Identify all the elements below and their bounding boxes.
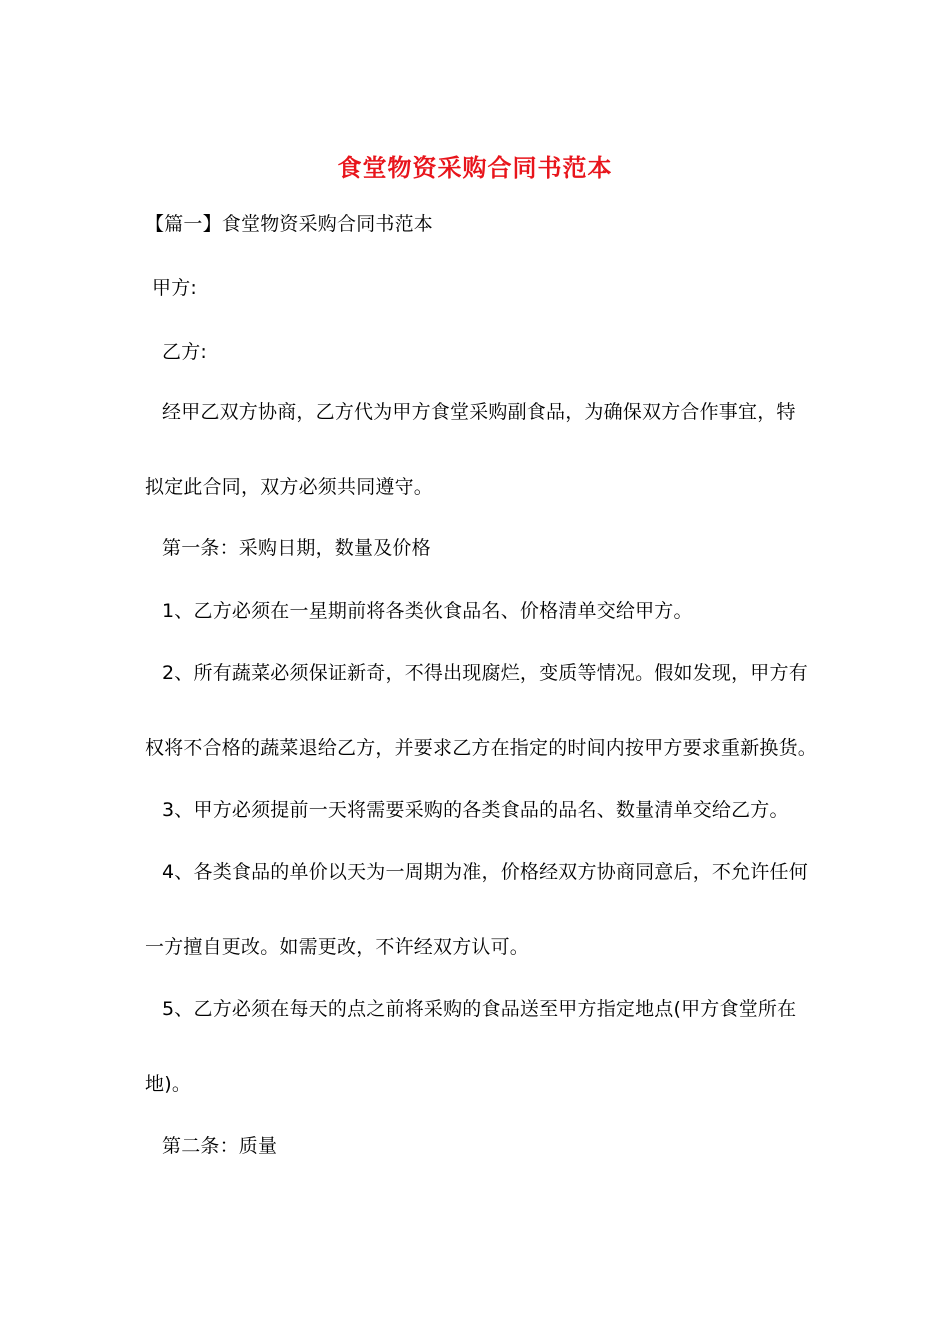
party-a-label: 甲方:	[152, 277, 198, 299]
article-1-heading: 第一条：采购日期，数量及价格	[162, 537, 431, 559]
clause-5-line-1: 5、乙方必须在每天的点之前将采购的食品送至甲方指定地点(甲方食堂所在	[162, 998, 797, 1020]
clause-2-line-2: 权将不合格的蔬菜退给乙方，并要求乙方在指定的时间内按甲方要求重新换货。	[145, 737, 818, 759]
article-2-heading: 第二条：质量	[162, 1135, 278, 1157]
clause-4-line-1: 4、各类食品的单价以天为一周期为准，价格经双方协商同意后，不允许任何	[162, 861, 808, 883]
party-b-label: 乙方:	[162, 341, 208, 363]
clause-1: 1、乙方必须在一星期前将各类伙食品名、价格清单交给甲方。	[162, 600, 693, 622]
clause-5-line-2: 地)。	[145, 1073, 192, 1095]
clause-2-line-1: 2、所有蔬菜必须保证新奇，不得出现腐烂，变质等情况。假如发现，甲方有	[162, 662, 808, 684]
intro-paragraph-line-2: 拟定此合同，双方必须共同遵守。	[145, 476, 434, 498]
document-title: 食堂物资采购合同书范本	[337, 153, 613, 182]
clause-4-line-2: 一方擅自更改。如需更改，不许经双方认可。	[145, 936, 530, 958]
intro-paragraph-line-1: 经甲乙双方协商，乙方代为甲方食堂采购副食品，为确保双方合作事宜，特	[162, 401, 796, 423]
clause-3: 3、甲方必须提前一天将需要采购的各类食品的品名、数量清单交给乙方。	[162, 799, 789, 821]
section-heading: 【篇一】食堂物资采购合同书范本	[145, 213, 434, 235]
